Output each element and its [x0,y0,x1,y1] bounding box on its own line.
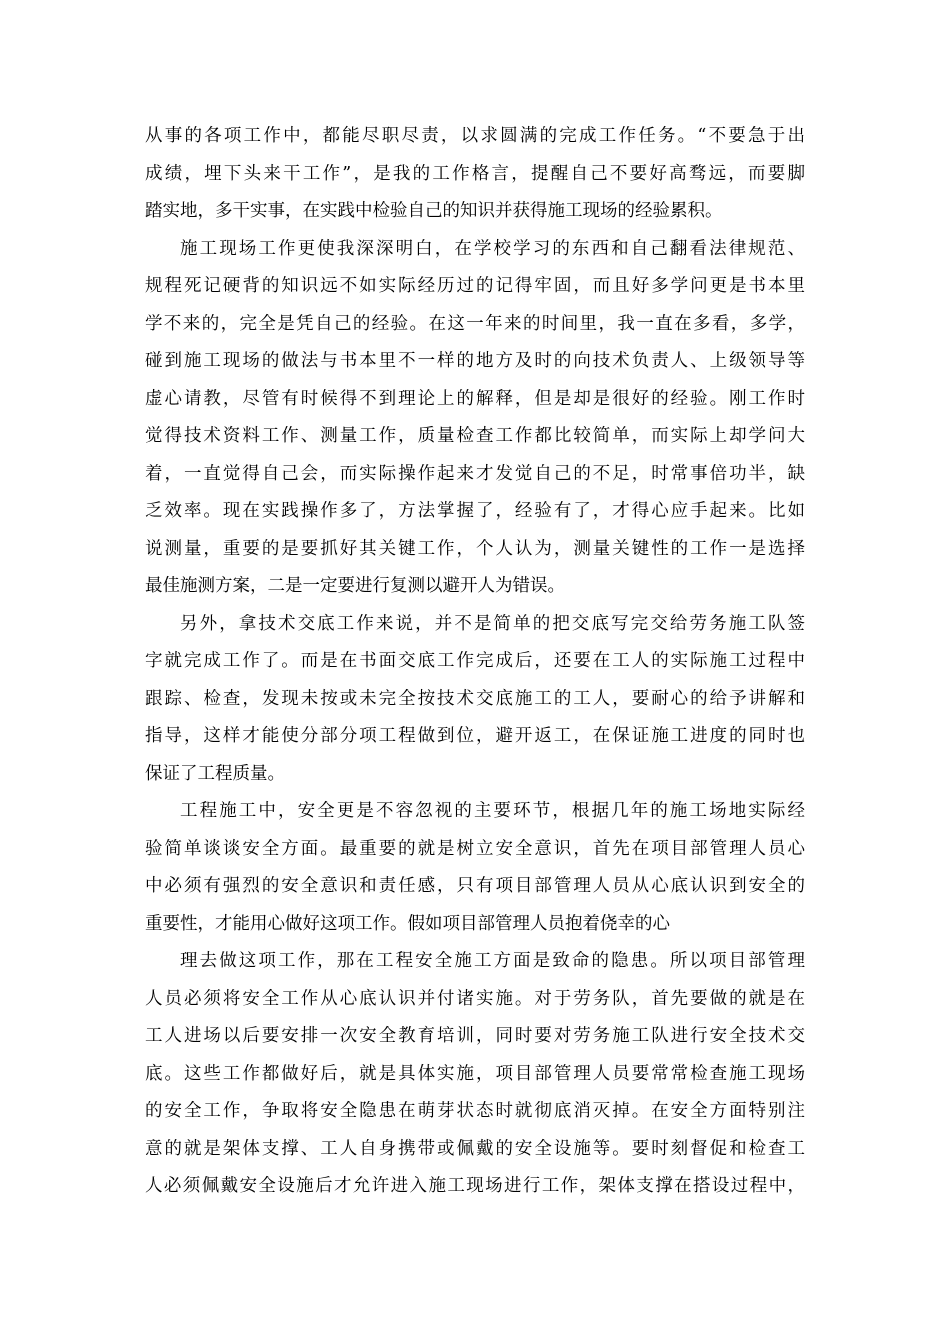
text-line: 最佳施测方案，二是一定要进行复测以避开人为错误。 [145,576,565,596]
text-line: 重要性，才能用心做好这项工作。假如项目部管理人员抱着侥幸的心 [145,913,670,934]
text-line: 乏效率。现在实践操作多了，方法掌握了，经验有了，才得心应手起来。比如 [145,501,805,521]
text-line: 意的就是架体支撑、工人自身携带或佩戴的安全设施等。要时刻督促和检查工 [145,1138,805,1159]
text-line: 学不来的，完全是凭自己的经验。在这一年来的时间里，我一直在多看，多学， [145,313,805,334]
text-line: 人员必须将安全工作从心底认识并付诸实施。对于劳务队，首先要做的就是在 [145,988,805,1009]
text-line: 成绩，埋下头来干工作”，是我的工作格言，提醒自己不要好高骛远，而要脚 [145,163,805,184]
text-line: 踏实地，多干实事，在实践中检验自己的知识并获得施工现场的经验累积。 [145,201,723,221]
text-line: 从事的各项工作中，都能尽职尽责，以求圆满的完成工作任务。“不要急于出 [145,126,805,146]
text-line: 的安全工作，争取将安全隐患在萌芽状态时就彻底消灭掉。在安全方面特别注 [145,1101,805,1121]
text-line: 验简单谈谈安全方面。最重要的就是树立安全意识，首先在项目部管理人员心 [145,838,805,859]
text-line: 碰到施工现场的做法与书本里不一样的地方及时的向技术负责人、上级领导等 [145,351,805,371]
paragraph-first-line: 理去做这项工作，那在工程安全施工方面是致命的隐患。所以项目部管理 [180,951,805,971]
text-line: 字就完成工作了。而是在书面交底工作完成后，还要在工人的实际施工过程中 [145,651,805,671]
text-line: 觉得技术资料工作、测量工作，质量检查工作都比较简单，而实际上却学问大 [145,426,805,446]
text-line: 着，一直觉得自己会，而实际操作起来才发觉自己的不足，时常事倍功半，缺 [145,463,805,484]
text-line: 保证了工程质量。 [145,763,285,784]
text-line: 说测量，重要的是要抓好其关键工作，个人认为，测量关键性的工作一是选择 [145,538,805,559]
text-line: 虚心请教，尽管有时候得不到理论上的解释，但是却是很好的经验。刚工作时 [145,388,805,409]
paragraph-first-line: 施工现场工作更使我深深明白，在学校学习的东西和自己翻看法律规范、 [180,238,805,259]
paragraph-first-line: 工程施工中，安全更是不容忽视的主要环节，根据几年的施工场地实际经 [180,801,805,821]
text-line: 工人进场以后要安排一次安全教育培训，同时要对劳务施工队进行安全技术交 [145,1026,805,1046]
text-line: 中必须有强烈的安全意识和责任感，只有项目部管理人员从心底认识到安全的 [145,876,805,896]
text-line: 底。这些工作都做好后，就是具体实施，项目部管理人员要常常检查施工现场 [145,1063,805,1084]
text-line: 人必须佩戴安全设施后才允许进入施工现场进行工作，架体支撑在搭设过程中， [145,1176,805,1196]
text-line: 跟踪、检查，发现未按或未完全按技术交底施工的工人，要耐心的给予讲解和 [145,688,805,709]
text-line: 指导，这样才能使分部分项工程做到位，避开返工，在保证施工进度的同时也 [145,726,805,746]
paragraph-first-line: 另外，拿技术交底工作来说，并不是简单的把交底写完交给劳务施工队签 [180,613,805,634]
document-body [145,118,805,1206]
text-line: 规程死记硬背的知识远不如实际经历过的记得牢固，而且好多学问更是书本里 [145,276,805,296]
